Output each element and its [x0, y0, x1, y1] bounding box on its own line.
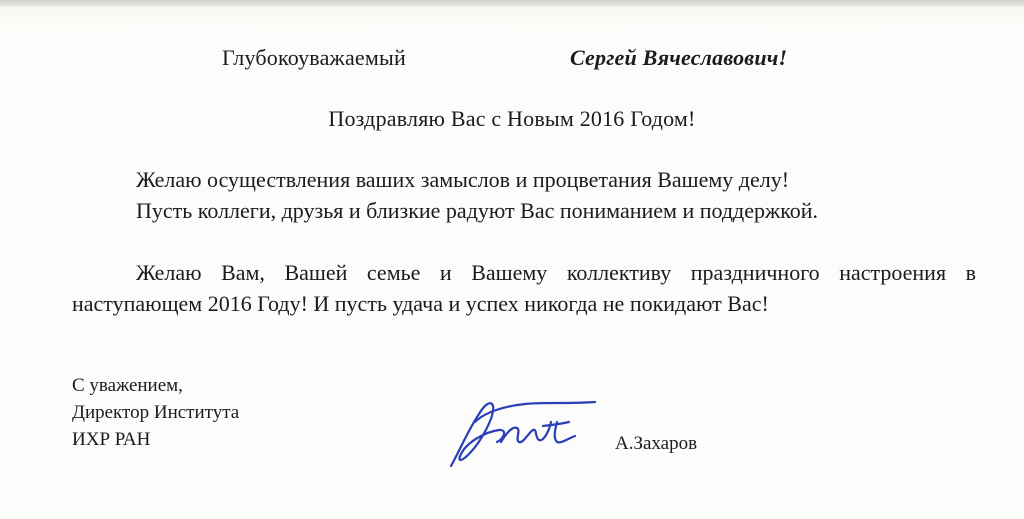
greeting-line: Поздравляю Вас с Новым 2016 Годом!: [328, 106, 696, 131]
handwritten-signature: [445, 392, 605, 472]
signer-name: А.Захаров: [615, 433, 698, 454]
paragraph-family: Желаю Вам, Вашей семье и Вашему коллективу праздничного настроения в наступающем 2016 Году! И пусть удача и успех никогда не покидают Вас!: [72, 260, 976, 316]
salutation-name: Сергей Вячеславович!: [570, 45, 788, 70]
closing-regards: С уважением,: [72, 375, 183, 396]
closing-position: Директор Института: [72, 402, 240, 423]
salutation-prefix: Глубокоуважаемый: [222, 45, 406, 70]
scan-top-edge: [0, 0, 1024, 7]
closing-organization: ИХР РАН: [72, 429, 151, 450]
closing-block: [72, 372, 239, 453]
paragraph-wishes: Желаю осуществления ваших замыслов и процветания Вашему делу!: [136, 167, 790, 192]
paragraph-colleagues: Пусть коллеги, друзья и близкие радуют Вас пониманием и поддержкой.: [136, 198, 819, 223]
